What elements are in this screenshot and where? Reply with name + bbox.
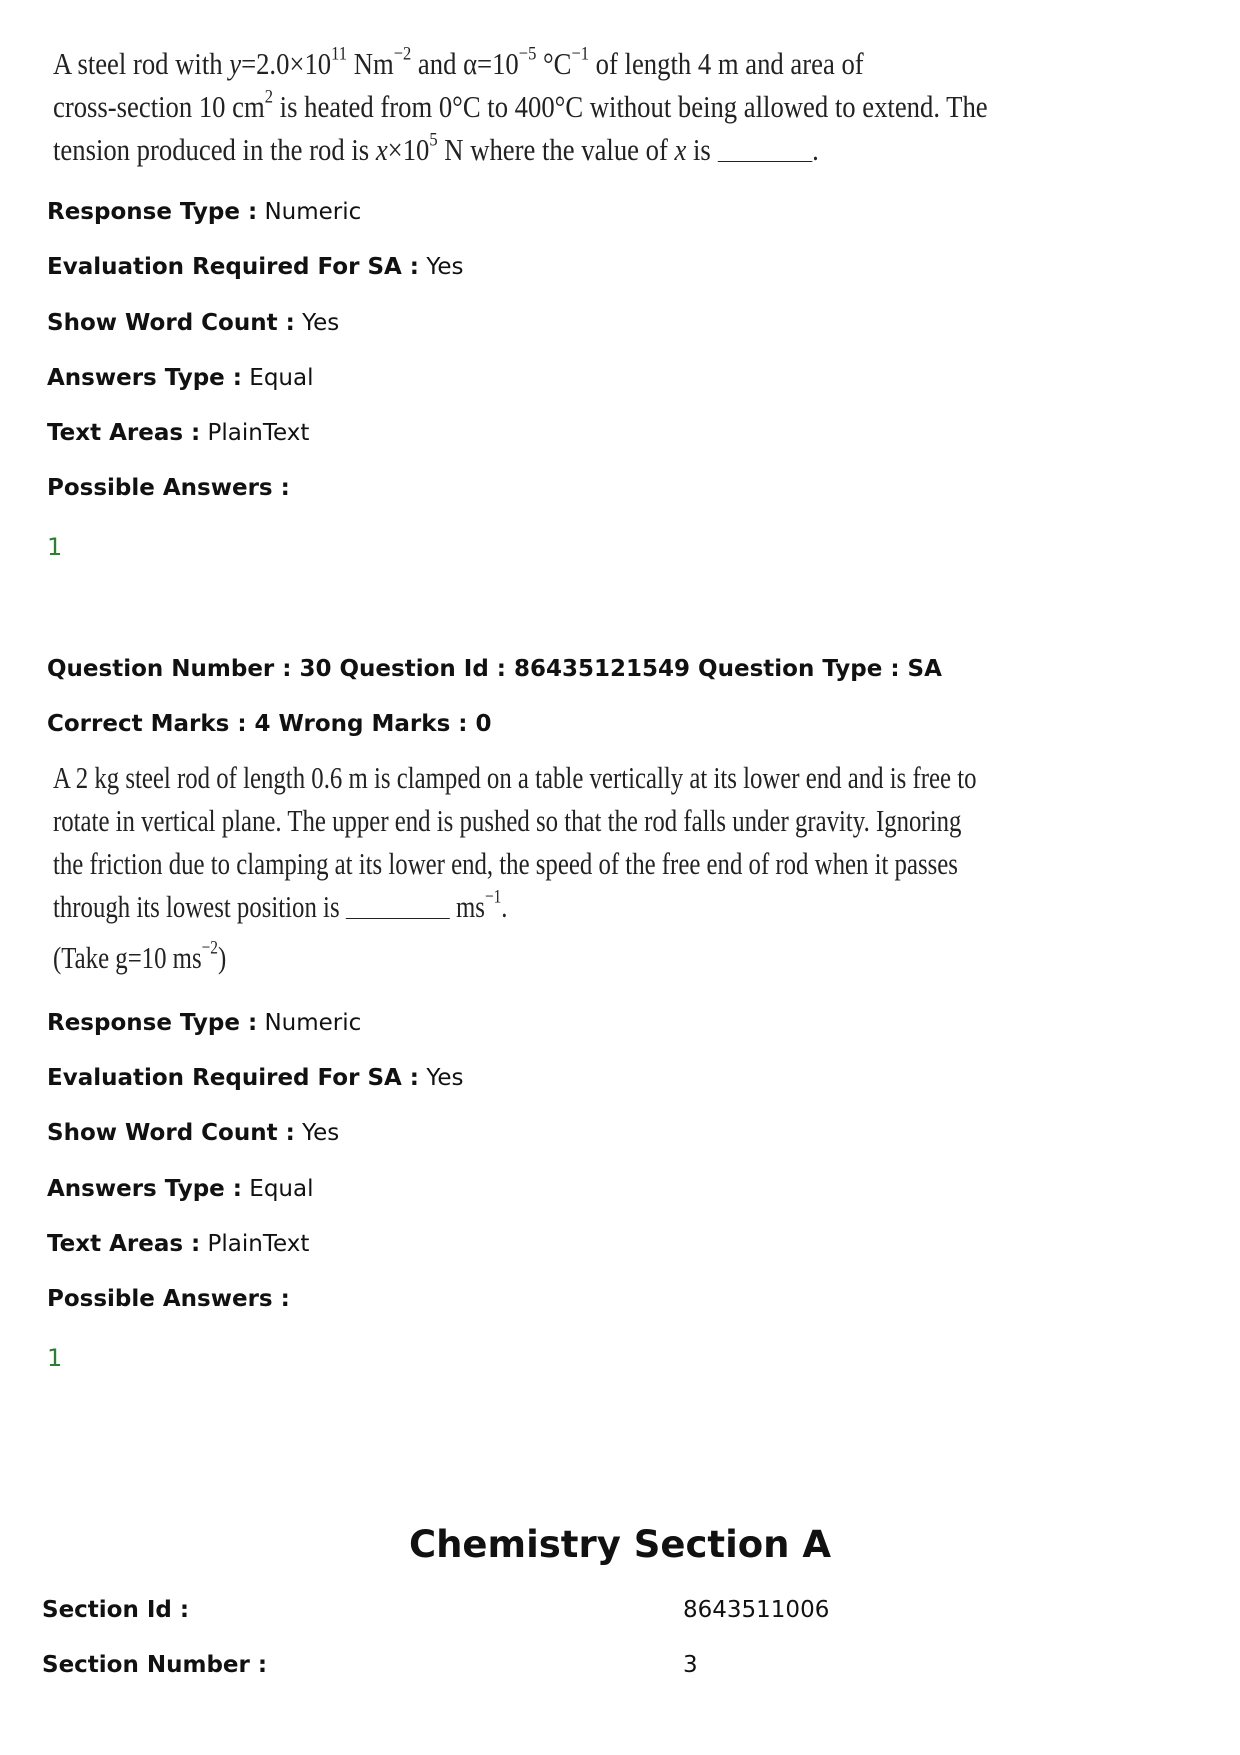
q30-answer-value: 1	[47, 1344, 63, 1372]
q29-answer-value: 1	[47, 533, 63, 561]
q30-response-type: Response Type : Numeric	[47, 1010, 362, 1036]
q30-line-2: rotate in vertical plane. The upper end is pushed so that the rod falls under gravity. Ignoring	[53, 803, 962, 838]
q29-evaluation-required: Evaluation Required For SA : Yes	[47, 254, 464, 280]
q29-show-word-count: Show Word Count : Yes	[47, 310, 340, 336]
q29-answers-type: Answers Type : Equal	[47, 365, 314, 391]
q30-answers-type: Answers Type : Equal	[47, 1176, 314, 1202]
q29-line-1: A steel rod with $y=2.0\times 10^{11}$ $Nm^{-2}$ and $\alpha=10^{-5}$ $^\circ C^{-1}$ of length 4 m and area of	[53, 43, 864, 81]
answer-blank	[717, 133, 812, 162]
section-number-label: Section Number :	[42, 1652, 268, 1678]
q29-text-areas: Text Areas : PlainText	[47, 420, 310, 446]
q29-possible-answers: Possible Answers :	[47, 475, 290, 501]
q30-evaluation-required: Evaluation Required For SA : Yes	[47, 1065, 464, 1091]
section-id-value: 8643511006	[683, 1597, 830, 1623]
q30-line-5: (Take g=10 $ms^{-2}$)	[53, 937, 227, 975]
q30-possible-answers: Possible Answers :	[47, 1286, 290, 1312]
q29-line-3: tension produced in the rod is $x\times 10^5$ N where the value of x is .	[53, 129, 819, 167]
q30-line-4: through its lowest position is $ms^{-1}$.	[53, 886, 508, 924]
answer-blank	[346, 890, 450, 919]
question-30-text	[53, 756, 977, 979]
q29-response-type: Response Type : Numeric	[47, 199, 362, 225]
q30-show-word-count: Show Word Count : Yes	[47, 1120, 340, 1146]
section-number-value: 3	[683, 1652, 698, 1678]
q30-marks: Correct Marks : 4 Wrong Marks : 0	[47, 711, 492, 737]
q30-header: Question Number : 30 Question Id : 86435121549 Question Type : SA	[47, 656, 942, 682]
q30-text-areas: Text Areas : PlainText	[47, 1231, 310, 1257]
section-id-label: Section Id :	[42, 1597, 190, 1623]
section-title: Chemistry Section A	[408, 1523, 832, 1566]
q29-line-2: cross-section 10 $cm^2$ is heated from 0°C to 400°C without being allowed to extend. The	[53, 86, 988, 124]
q30-line-1: A 2 kg steel rod of length 0.6 m is clamped on a table vertically at its lower end and is free to	[53, 760, 977, 795]
question-29-text	[53, 42, 988, 171]
q30-line-3: the friction due to clamping at its lower end, the speed of the free end of rod when it passes	[53, 846, 958, 881]
